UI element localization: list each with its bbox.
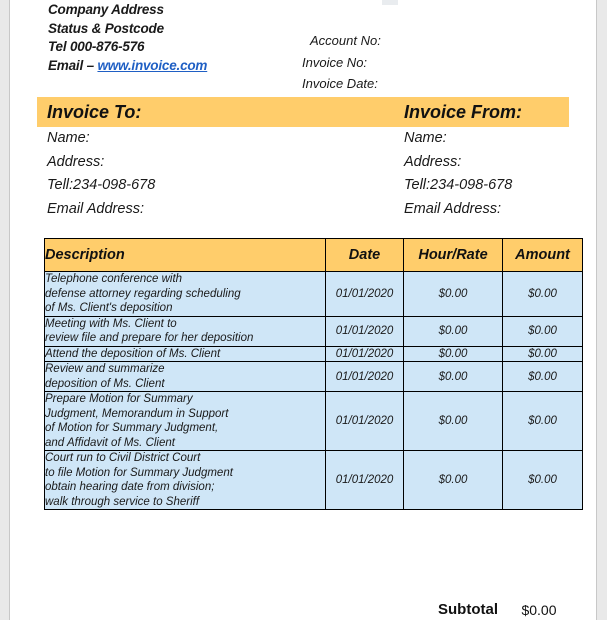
company-email-row [48, 57, 298, 76]
cell-amount: $0.00 [503, 272, 583, 317]
account-no-label: Account No: [310, 33, 381, 48]
table-header-row [45, 239, 583, 272]
cell-amount: $0.00 [503, 346, 583, 362]
company-email-link[interactable]: www.invoice.com [97, 57, 208, 73]
cell-hour-rate: $0.00 [404, 362, 503, 392]
description-line: and Affidavit of Ms. Client [45, 436, 175, 449]
cell-amount: $0.00 [503, 451, 583, 510]
cell-description [45, 451, 326, 510]
company-email-label: Email – [48, 57, 94, 73]
description-line: of Motion for Summary Judgment, [45, 422, 219, 434]
description-line: Telephone conference with [45, 273, 183, 285]
cell-hour-rate: $0.00 [404, 316, 503, 346]
cell-amount: $0.00 [503, 316, 583, 346]
cell-date: 01/01/2020 [326, 362, 404, 392]
invoice-to-email-label: Email Address: [47, 200, 144, 217]
invoice-from-name-label: Name: [404, 130, 447, 146]
line-items-table [44, 238, 583, 510]
cell-description [45, 316, 326, 346]
description-line: Court run to Civil District Court [45, 452, 201, 464]
invoice-from-column [404, 127, 597, 221]
invoice-to-heading: Invoice To: [47, 102, 142, 122]
description-line: Prepare Motion for Summary [45, 393, 193, 405]
description-line: Judgment, Memorandum in Support [45, 407, 229, 420]
cell-amount: $0.00 [503, 362, 583, 392]
invoice-from-address-label: Address: [404, 153, 462, 170]
party-banner [37, 97, 569, 127]
cell-date: 01/01/2020 [326, 451, 404, 510]
table-row [45, 272, 583, 317]
document-sheet [9, 0, 597, 620]
table-row [45, 451, 583, 510]
description-line: obtain hearing date from division; [45, 481, 215, 493]
column-header-description: Description [45, 239, 326, 272]
table-row [45, 316, 583, 346]
table-row [45, 392, 583, 451]
cell-hour-rate: $0.00 [404, 451, 503, 510]
subtotal-value: $0.00 [521, 602, 557, 618]
column-header-date: Date [326, 239, 404, 272]
description-line: walk through service to Sheriff [45, 495, 200, 508]
scan-artifact [382, 0, 398, 5]
table-header-row-group [45, 239, 583, 272]
party-details [37, 127, 569, 232]
cell-date: 01/01/2020 [326, 272, 404, 317]
description-line: review file and prepare for her deposition [45, 332, 254, 344]
cell-date: 01/01/2020 [326, 316, 404, 346]
cell-date: 01/01/2020 [326, 392, 404, 451]
description-line: Attend the deposition of Ms. Client [45, 347, 221, 360]
description-line: Meeting with Ms. Client to [45, 317, 177, 330]
invoice-from-email-label: Email Address: [404, 200, 501, 217]
description-line: deposition of Ms. Client [45, 377, 165, 390]
invoice-meta-block [302, 30, 532, 95]
cell-hour-rate: $0.00 [404, 346, 503, 362]
cell-description [45, 392, 326, 451]
description-line: of Ms. Client's deposition [45, 302, 173, 314]
invoice-to-name-label: Name: [47, 130, 90, 146]
cell-amount: $0.00 [503, 392, 583, 451]
invoice-date-label: Invoice Date: [302, 76, 378, 91]
description-line: defense attorney regarding scheduling [45, 287, 241, 300]
document-header [10, 0, 597, 97]
invoice-to-address-label: Address: [47, 153, 105, 170]
cell-hour-rate: $0.00 [404, 392, 503, 451]
description-line: Review and summarize [45, 363, 165, 375]
invoice-from-tel: Tell:234-098-678 [404, 177, 513, 193]
invoice-to-tel: Tell:234-098-678 [47, 177, 156, 193]
cell-description [45, 272, 326, 317]
column-header-hour-rate: Hour/Rate [404, 239, 503, 272]
cell-hour-rate: $0.00 [404, 272, 503, 317]
company-block [48, 1, 298, 75]
subtotal-label: Subtotal [438, 601, 498, 618]
subtotal-row [44, 600, 578, 620]
description-line: to file Motion for Summary Judgment [45, 466, 233, 479]
table-row [45, 362, 583, 392]
company-status-postcode: Status & Postcode [48, 20, 164, 36]
company-address-line: Company Address [48, 2, 164, 17]
cell-description [45, 346, 326, 362]
cell-description [45, 362, 326, 392]
cell-date: 01/01/2020 [326, 346, 404, 362]
company-telephone: Tel 000-876-576 [48, 39, 145, 54]
column-header-amount: Amount [503, 239, 583, 272]
table-row [45, 346, 583, 362]
invoice-no-label: Invoice No: [302, 54, 368, 70]
invoice-from-heading: Invoice From: [404, 102, 523, 122]
table-body [45, 272, 583, 510]
invoice-to-column [47, 127, 297, 221]
